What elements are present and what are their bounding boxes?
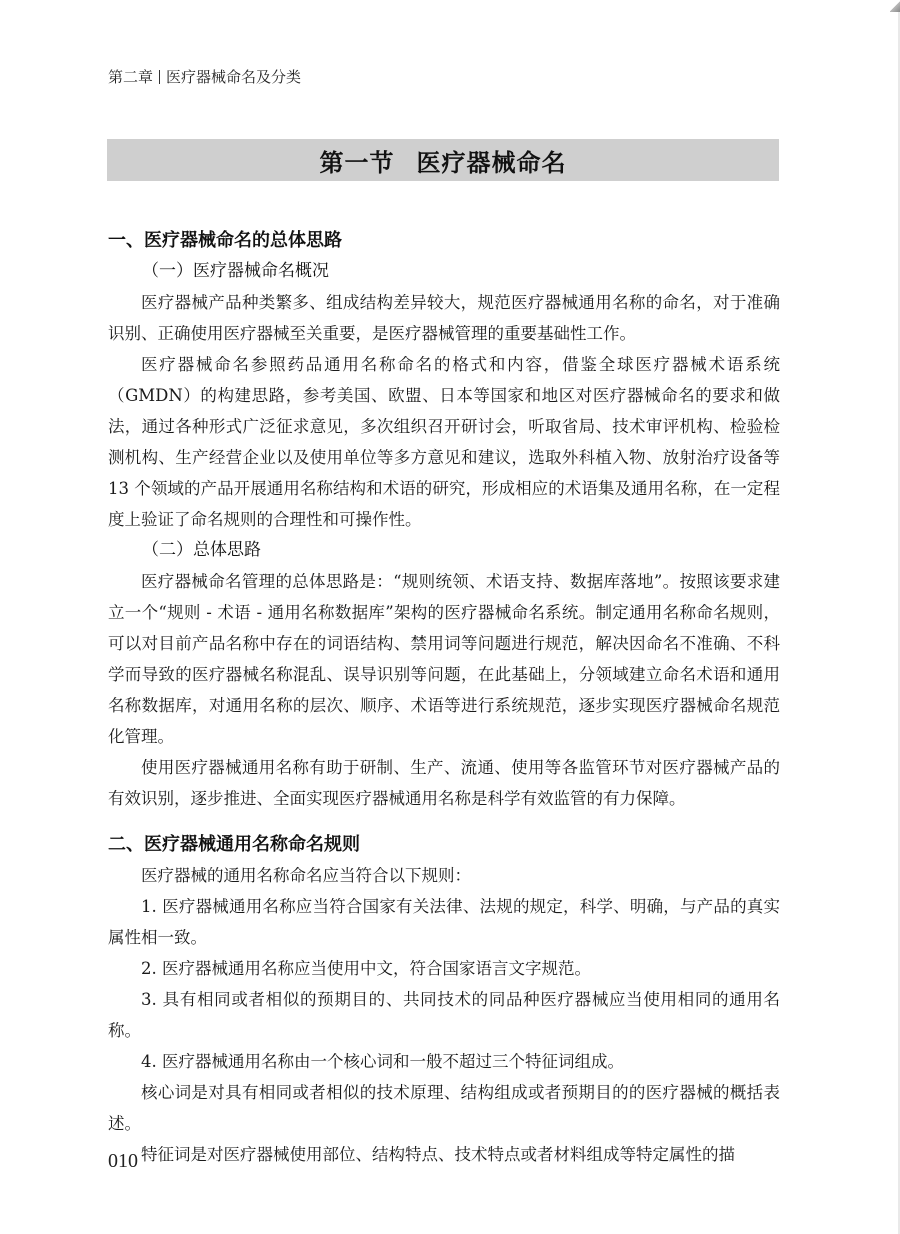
running-head-chapter: 第二章 <box>108 68 154 86</box>
heading-part1: 一、医疗器械命名的总体思路 <box>108 230 342 251</box>
paragraph: 医疗器械命名管理的总体思路是：“规则统领、术语支持、数据库落地”。按照该要求建立一个“规则 - 术语 - 通用名称数据库”架构的医疗器械命名系统。制定通用名称命名规则，可以对目前产品名称中存在的词语结构、禁用词等问题进行规范，解决因命名不准确、不科学而导致的医疗器械名称混乱、误导识别等问题，在此基础上，分领域建立命名术语和通用名称数据库，对通用名称的层次、顺序、术语等进行系统规范，逐步实现医疗器械命名规范化管理。 <box>108 572 780 746</box>
section-number: 第一节 <box>319 148 395 177</box>
rule-item: 2. 医疗器械通用名称应当使用中文，符合国家语言文字规范。 <box>141 959 591 978</box>
section-title: 医疗器械命名 <box>416 148 567 177</box>
running-head <box>108 66 301 87</box>
section-title-bar <box>107 139 779 181</box>
paragraph: 特征词是对医疗器械使用部位、结构特点、技术特点或者材料组成等特定属性的描 <box>141 1145 735 1164</box>
subheading-overview: （一）医疗器械命名概况 <box>142 261 329 281</box>
paragraph: 核心词是对具有相同或者相似的技术原理、结构组成或者预期目的的医疗器械的概括表述。 <box>108 1083 780 1133</box>
rule-item: 4. 医疗器械通用名称由一个核心词和一般不超过三个特征词组成。 <box>141 1052 624 1071</box>
rule-item: 1. 医疗器械通用名称应当符合国家有关法律、法规的规定，科学、明确，与产品的真实属性相一致。 <box>108 897 780 947</box>
paragraph: 医疗器械命名参照药品通用名称命名的格式和内容，借鉴全球医疗器械术语系统（GMDN）的构建思路，参考美国、欧盟、日本等国家和地区对医疗器械命名的要求和做法，通过各种形式广泛征求意见，多次组织召开研讨会，听取省局、技术审评机构、检验检测机构、生产经营企业以及使用单位等多方意见和建议，选取外科植入物、放射治疗设备等 13 个领域的产品开展通用名称结构和术语的研究，形成相应的术语集及通用名称，在一定程度上验证了命名规则的合理性和可操作性。 <box>108 355 780 529</box>
paragraph: 医疗器械的通用名称命名应当符合以下规则： <box>141 866 471 885</box>
body-text <box>108 226 780 1170</box>
paragraph: 使用医疗器械通用名称有助于研制、生产、流通、使用等各监管环节对医疗器械产品的有效识别，逐步推进、全面实现医疗器械通用名称是科学有效监管的有力保障。 <box>108 758 780 808</box>
page-number: 010 <box>108 1150 138 1172</box>
subheading-approach: （二）总体思路 <box>142 540 261 560</box>
paragraph: 医疗器械产品种类繁多、组成结构差异较大，规范医疗器械通用名称的命名，对于准确识别、正确使用医疗器械至关重要，是医疗器械管理的重要基础性工作。 <box>108 293 780 343</box>
running-head-title: 医疗器械命名及分类 <box>166 68 302 86</box>
rule-item: 3. 具有相同或者相似的预期目的、共同技术的同品种医疗器械应当使用相同的通用名称。 <box>108 990 780 1040</box>
running-head-separator <box>159 70 160 84</box>
page-corner <box>890 0 900 12</box>
heading-part2: 二、医疗器械通用名称命名规则 <box>108 834 360 855</box>
